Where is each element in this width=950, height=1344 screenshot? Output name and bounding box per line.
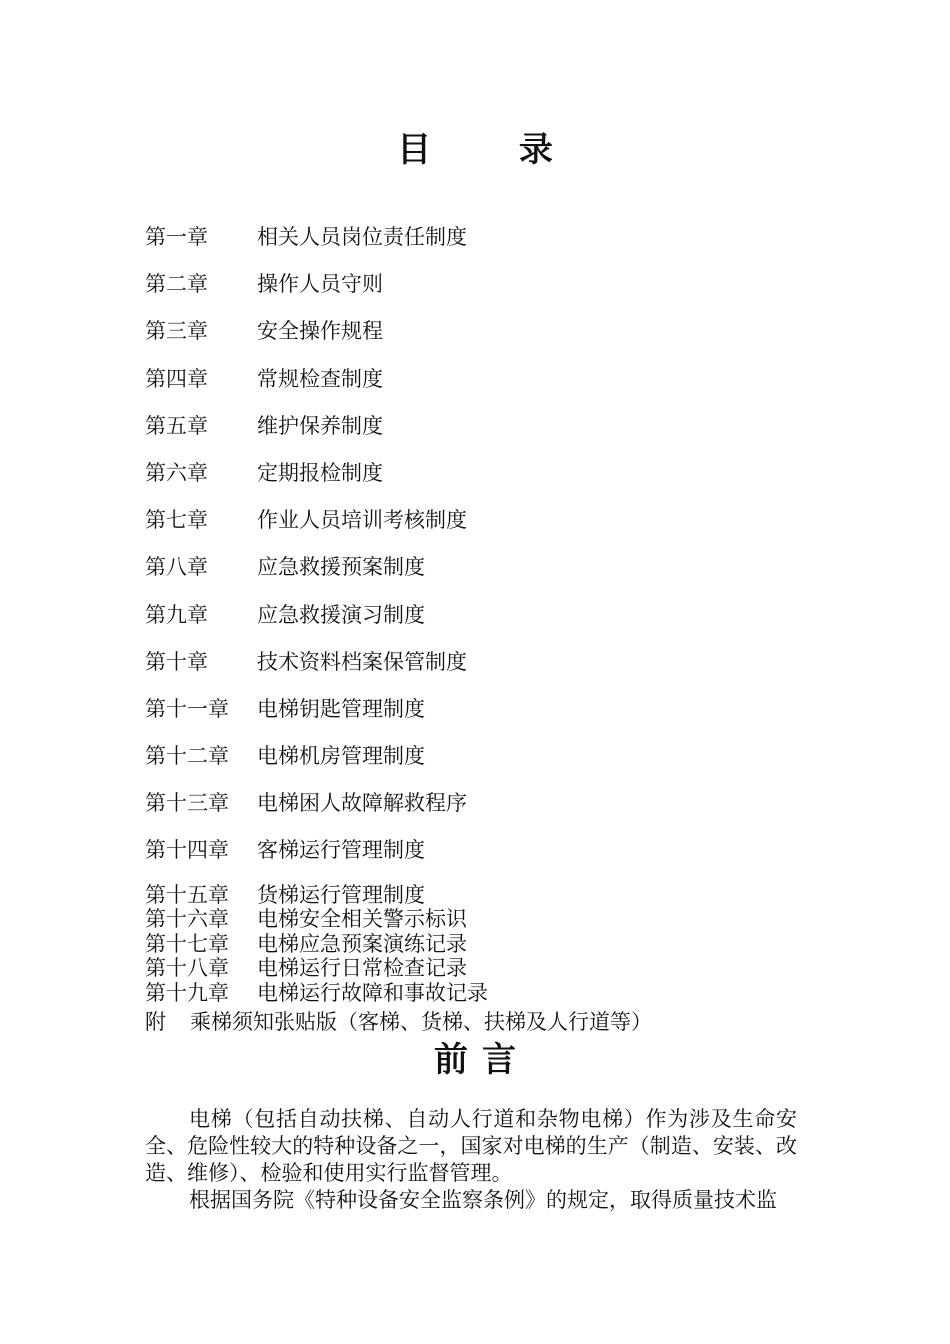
toc-item-number: 第十六章 [145, 907, 229, 932]
toc-item [145, 907, 845, 932]
toc-item [145, 741, 845, 788]
preface-paragraph: 根据国务院《特种设备安全监察条例》的规定，取得质量技术监 [189, 1188, 777, 1212]
toc-item-number: 第十二章 [145, 744, 229, 769]
toc-item-title: 电梯困人故障解救程序 [257, 791, 467, 816]
toc-item [145, 694, 845, 741]
preface-body [145, 1106, 797, 1214]
toc-item-number: 第七章 [145, 508, 208, 533]
toc-item-title: 定期报检制度 [257, 460, 383, 485]
toc-item [145, 883, 845, 908]
toc-title: 目 录 [397, 130, 591, 170]
toc-item-number: 第十八章 [145, 956, 229, 981]
toc-item [145, 222, 845, 269]
toc-item-number: 第十三章 [145, 791, 229, 816]
toc-item [145, 835, 845, 882]
toc-item [145, 788, 845, 835]
toc-item-title: 相关人员岗位责任制度 [257, 225, 467, 249]
toc-item-number: 第十一章 [145, 696, 229, 721]
preface-paragraph: 电梯（包括自动扶梯、自动人行道和杂物电梯）作为涉及生命安全、危险性较大的特种设备之一，国家对电梯的生产（制造、安装、改造、维修）、检验和使用实行监督管理。 [145, 1107, 797, 1185]
toc-item [145, 600, 845, 647]
toc-item-number: 第三章 [145, 319, 208, 344]
toc-item [145, 458, 845, 505]
toc-item-title: 常规检查制度 [257, 366, 383, 391]
toc-item-title: 电梯机房管理制度 [257, 744, 425, 769]
toc-item [145, 364, 845, 411]
toc-item-title: 客梯运行管理制度 [257, 838, 425, 863]
toc-item-number: 第十七章 [145, 931, 229, 956]
toc-item-number: 第六章 [145, 460, 208, 485]
toc-item-number: 第十九章 [145, 981, 229, 1005]
toc-item-title: 电梯应急预案演练记录 [257, 931, 467, 956]
toc-item-title: 维护保养制度 [257, 413, 383, 438]
toc-item-title: 安全操作规程 [257, 319, 383, 344]
toc-item-number: 第十五章 [145, 882, 229, 907]
toc-item-number: 第九章 [145, 602, 208, 627]
toc-item [145, 956, 845, 981]
toc-item-number: 第一章 [145, 225, 208, 249]
toc-item-number: 第八章 [145, 555, 208, 580]
toc-item-title: 作业人员培训考核制度 [257, 508, 467, 533]
toc-item-title: 应急救援预案制度 [257, 555, 425, 580]
toc-item [145, 411, 845, 458]
toc-item [145, 981, 845, 1006]
toc-item-title: 货梯运行管理制度 [257, 882, 425, 907]
toc-appendix [145, 1009, 652, 1035]
appendix-title: 乘梯须知张贴版（客梯、货梯、扶梯及人行道等） [190, 1010, 652, 1034]
toc-item-title: 电梯运行日常检查记录 [257, 956, 467, 981]
toc-item-number: 第四章 [145, 366, 208, 391]
toc-list [145, 222, 845, 1006]
toc-item-number: 第二章 [145, 272, 208, 297]
toc-item [145, 505, 845, 552]
toc-item-title: 电梯运行故障和事故记录 [257, 981, 488, 1005]
toc-item-title: 电梯钥匙管理制度 [257, 696, 425, 721]
toc-item-number: 第十四章 [145, 838, 229, 863]
toc-item [145, 932, 845, 957]
toc-item [145, 647, 845, 694]
toc-item [145, 269, 845, 316]
preface-title: 前言 [434, 1040, 530, 1080]
toc-item-title: 技术资料档案保管制度 [257, 649, 467, 674]
appendix-label: 附 [145, 1010, 166, 1034]
toc-item [145, 316, 845, 363]
toc-item-title: 应急救援演习制度 [257, 602, 425, 627]
toc-item-number: 第五章 [145, 413, 208, 438]
toc-item-number: 第十章 [145, 649, 208, 674]
toc-item-title: 操作人员守则 [257, 272, 383, 297]
toc-item [145, 552, 845, 599]
toc-item-title: 电梯安全相关警示标识 [257, 907, 467, 932]
